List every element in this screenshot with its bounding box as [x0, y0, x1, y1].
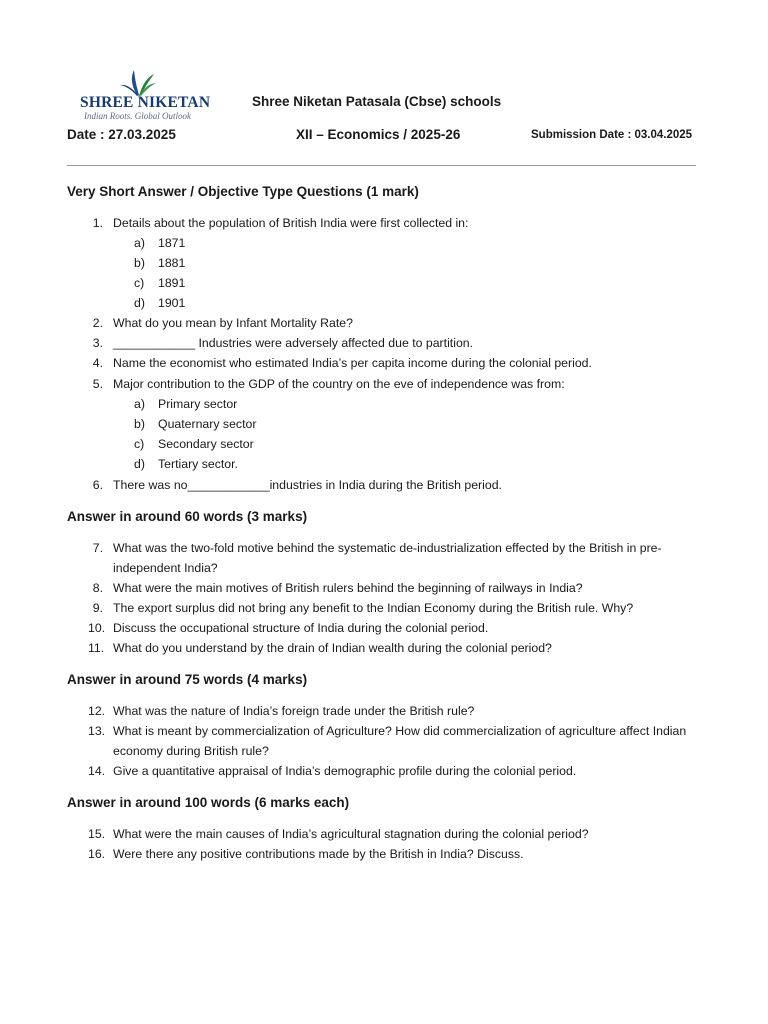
question-number: 2. [92, 316, 103, 330]
option-label: d) [134, 457, 145, 471]
option-label: a) [134, 236, 145, 250]
option-item [134, 434, 254, 454]
question-number: 12. [88, 704, 106, 718]
question-text: What is meant by commercialization of Agriculture? How did commercialization of agriculture affect Indian economy during British rule? [113, 724, 687, 758]
logo-tagline: Indian Roots. Global Outlook [84, 111, 191, 121]
option-label: d) [134, 296, 145, 310]
question-number: 13. [88, 724, 106, 738]
question-text: ____________ Industries were adversely affected due to partition. [113, 336, 474, 350]
question-number: 1. [92, 216, 103, 230]
question-text: What were the main causes of India’s agricultural stagnation during the colonial period? [113, 827, 589, 841]
question-number: 6. [92, 478, 103, 492]
question-text: Details about the population of British India were first collected in: [113, 216, 469, 230]
option-text: 1881 [158, 256, 186, 270]
question-text: Name the economist who estimated India’s per capita income during the colonial period. [113, 356, 592, 370]
section-heading: Answer in around 60 words (3 marks) [67, 509, 308, 524]
question-number: 5. [92, 377, 103, 391]
option-item [134, 394, 237, 414]
logo-name: SHREE NIKETAN [80, 94, 211, 111]
question-text: Give a quantitative appraisal of India’s demographic profile during the colonial period. [113, 764, 577, 778]
option-text: Quaternary sector [158, 417, 257, 431]
question-number: 16. [88, 847, 106, 861]
option-item [134, 293, 185, 313]
question-text: What was the two-fold motive behind the systematic de-industrialization effected by the British in pre-independent India? [113, 541, 662, 575]
submission-date: Submission Date : 03.04.2025 [531, 129, 693, 141]
question-text: Discuss the occupational structure of India during the colonial period. [113, 621, 489, 635]
question-number: 10. [88, 621, 106, 635]
question-number: 14. [88, 764, 106, 778]
question-text: What do you understand by the drain of Indian wealth during the colonial period? [113, 641, 552, 655]
option-label: c) [134, 276, 145, 290]
question-number: 8. [92, 581, 103, 595]
question-number: 9. [92, 601, 103, 615]
option-item [134, 253, 185, 273]
option-item [134, 233, 185, 253]
class-subject: XII – Economics / 2025-26 [296, 127, 461, 142]
option-item [134, 414, 256, 434]
school-name: Shree Niketan Patasala (Cbse) schools [252, 94, 502, 109]
question-number: 3. [92, 336, 103, 350]
question-text: Major contribution to the GDP of the country on the eve of independence was from: [113, 377, 565, 391]
option-text: Tertiary sector. [158, 457, 238, 471]
option-label: c) [134, 437, 145, 451]
option-label: b) [134, 417, 145, 431]
question-number: 7. [92, 541, 103, 555]
question-number: 11. [88, 641, 105, 655]
question-text: Were there any positive contributions made by the British in India? Discuss. [113, 847, 524, 861]
option-label: a) [134, 397, 145, 411]
question-text: The export surplus did not bring any benefit to the Indian Economy during the British rule. Why? [113, 601, 634, 615]
school-logo [78, 68, 228, 124]
option-label: b) [134, 256, 145, 270]
question-number: 4. [92, 356, 103, 370]
option-text: 1891 [158, 276, 186, 290]
option-text: 1871 [158, 236, 186, 250]
option-item [134, 273, 185, 293]
option-text: Secondary sector [158, 437, 254, 451]
section-heading: Answer in around 100 words (6 marks each) [67, 795, 350, 810]
option-text: Primary sector [158, 397, 238, 411]
date: Date : 27.03.2025 [67, 127, 176, 142]
question-number: 15. [88, 827, 106, 841]
question-text: What was the nature of India’s foreign trade under the British rule? [113, 704, 475, 718]
section-heading: Answer in around 75 words (4 marks) [67, 672, 308, 687]
option-text: 1901 [158, 296, 186, 310]
question-text: What do you mean by Infant Mortality Rate? [113, 316, 353, 330]
question-text: What were the main motives of British rulers behind the beginning of railways in India? [113, 581, 583, 595]
option-item [134, 454, 238, 474]
question-text: There was no____________industries in India during the British period. [113, 478, 502, 492]
section-heading: Very Short Answer / Objective Type Questions (1 mark) [67, 184, 419, 199]
header-divider [67, 165, 696, 166]
